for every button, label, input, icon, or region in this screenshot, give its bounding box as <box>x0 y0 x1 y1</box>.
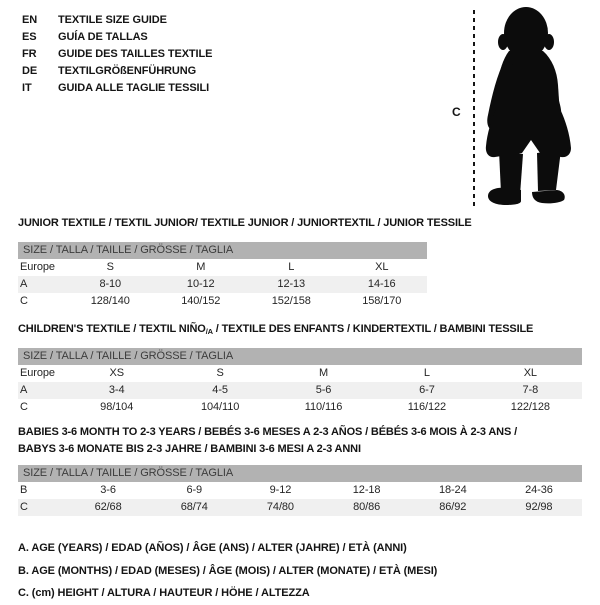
size-cell: 104/110 <box>200 401 240 413</box>
size-cell: 158/170 <box>362 295 402 307</box>
note-line-c: C. (cm) HEIGHT / ALTURA / HAUTEUR / HÖHE / ALTEZZA <box>18 587 310 599</box>
size-cell: 4-5 <box>212 384 228 396</box>
language-code: FR <box>22 48 37 60</box>
size-cell: 18-24 <box>438 484 467 496</box>
junior-section-heading: JUNIOR TEXTILE / TEXTIL JUNIOR/ TEXTILE JUNIOR / JUNIORTEXTIL / JUNIOR TESSILE <box>18 217 472 229</box>
heading-text: / TEXTILE DES ENFANTS / KINDERTEXTIL / BAMBINI TESSILE <box>212 323 534 335</box>
size-cell: 6-7 <box>419 384 435 396</box>
size-cell: 140/152 <box>181 295 221 307</box>
size-cell: 12-13 <box>277 278 306 290</box>
language-row <box>22 46 212 63</box>
junior-size-table <box>18 242 427 310</box>
size-cell: L <box>288 261 295 273</box>
language-list <box>22 12 212 97</box>
size-cell: 6-9 <box>186 484 203 496</box>
size-cell: 3-6 <box>100 484 116 496</box>
size-cell: 3-4 <box>108 384 125 396</box>
size-cell: L <box>423 367 430 379</box>
size-cell: 74/80 <box>266 501 294 513</box>
size-cell: 24-36 <box>525 484 553 496</box>
language-title: GUÍA DE TALLAS <box>58 31 148 43</box>
language-title: TEXTILGRÖßENFÜHRUNG <box>58 65 197 77</box>
language-code: ES <box>22 31 37 43</box>
size-cell: 7-8 <box>522 384 539 396</box>
language-row <box>22 29 212 46</box>
size-cell: S <box>106 261 114 273</box>
size-cell: M <box>196 261 206 273</box>
size-cell: 116/122 <box>407 401 447 413</box>
children-size-table <box>18 348 582 416</box>
babies-size-table <box>18 465 582 516</box>
size-cell: 14-16 <box>367 278 396 290</box>
size-cell: 12-18 <box>352 484 381 496</box>
row-label: Europe <box>20 367 55 379</box>
language-row <box>22 80 212 97</box>
table-row <box>18 382 582 399</box>
table-row <box>18 276 427 293</box>
size-cell: XL <box>523 367 537 379</box>
table-row <box>18 259 427 276</box>
size-cell: S <box>216 367 224 379</box>
language-row <box>22 63 212 80</box>
table-row <box>18 365 582 382</box>
language-code: EN <box>22 14 38 26</box>
baby-silhouette-icon <box>479 3 597 207</box>
language-title: GUIDE DES TAILLES TEXTILE <box>58 48 213 60</box>
heading-line: BABYS 3-6 MONATE BIS 2-3 JAHRE / BAMBINI 3-6 MESI A 2-3 ANNI <box>18 443 361 455</box>
language-code: IT <box>22 82 32 94</box>
table-row <box>18 482 582 499</box>
note-line-a: A. AGE (YEARS) / EDAD (AÑOS) / ÂGE (ANS) / ALTER (JAHRE) / ETÀ (ANNI) <box>18 542 407 554</box>
size-cell: 10-12 <box>186 278 215 290</box>
size-cell: 5-6 <box>315 384 332 396</box>
row-label: A <box>20 384 28 396</box>
size-cell: XL <box>375 261 389 273</box>
height-dashed-line <box>473 10 475 206</box>
row-label: Europe <box>20 261 55 273</box>
row-label: A <box>20 278 28 290</box>
babies-section-heading <box>18 424 517 458</box>
height-measure-label: C <box>452 105 461 119</box>
legend-notes <box>18 537 437 605</box>
size-header-bar: SIZE / TALLA / TAILLE / GRÖSSE / TAGLIA <box>18 242 427 259</box>
size-cell: XS <box>109 367 124 379</box>
note-line-b: B. AGE (MONTHS) / EDAD (MESES) / ÂGE (MOIS) / ALTER (MONATE) / ETÀ (MESI) <box>18 564 438 577</box>
table-row <box>18 499 582 516</box>
size-cell: 86/92 <box>439 501 467 513</box>
size-cell: 110/116 <box>304 401 343 413</box>
size-cell: 122/128 <box>510 401 550 413</box>
row-label: B <box>20 484 28 496</box>
row-label: C <box>20 295 28 307</box>
row-label: C <box>20 501 28 513</box>
size-cell: 80/86 <box>353 501 381 513</box>
children-section-heading <box>18 321 533 340</box>
table-row <box>18 293 427 310</box>
size-cell: 92/98 <box>525 501 553 513</box>
language-code: DE <box>22 65 38 77</box>
heading-subscript: /A <box>205 327 213 336</box>
language-title: TEXTILE SIZE GUIDE <box>58 14 167 26</box>
row-label: C <box>20 401 28 413</box>
size-cell: 128/140 <box>90 295 130 307</box>
size-header-bar: SIZE / TALLA / TAILLE / GRÖSSE / TAGLIA <box>18 465 582 482</box>
size-cell: 68/74 <box>180 501 208 513</box>
size-cell: 98/104 <box>100 401 134 413</box>
language-title: GUIDA ALLE TAGLIE TESSILI <box>58 82 210 94</box>
heading-line: BABIES 3-6 MONTH TO 2-3 YEARS / BEBÉS 3-6 MESES A 2-3 AÑOS / BÉBÉS 3-6 MOIS À 2-3 ANS / <box>18 426 517 438</box>
size-cell: 8-10 <box>99 278 122 290</box>
language-row <box>22 12 212 29</box>
size-cell: 9-12 <box>269 484 292 496</box>
size-cell: 152/158 <box>271 295 311 307</box>
size-header-bar: SIZE / TALLA / TAILLE / GRÖSSE / TAGLIA <box>18 348 582 365</box>
size-cell: M <box>318 367 329 379</box>
table-row <box>18 399 582 416</box>
size-cell: 62/68 <box>94 501 122 513</box>
heading-text: CHILDREN'S TEXTILE / TEXTIL NIÑO <box>18 323 206 335</box>
